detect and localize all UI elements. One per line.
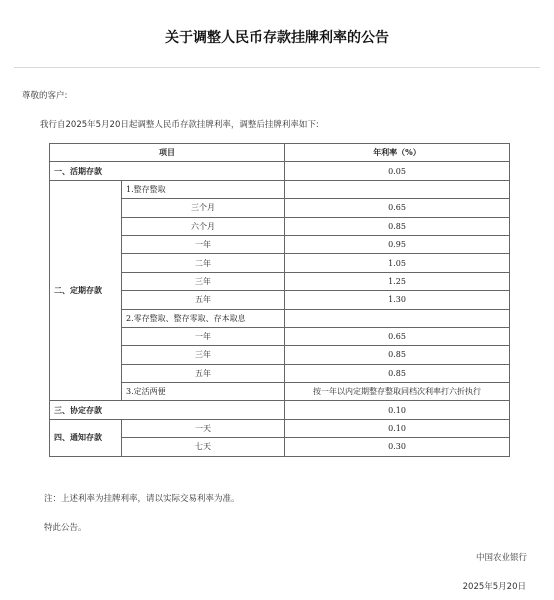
rate-cell-rule: 按一年以内定期整存整取同档次利率打六折执行: [285, 383, 510, 401]
term-cell: 七天: [122, 438, 285, 456]
rate-cell: 0.95: [285, 235, 510, 253]
category-agreement: 三、协定存款: [50, 401, 285, 419]
rate-cell-empty: [285, 309, 510, 327]
rate-cell: 1.30: [285, 291, 510, 309]
category-demand: 一、活期存款: [50, 162, 285, 180]
bank-signature: 中国农业银行: [475, 553, 527, 563]
rate-cell: 0.30: [285, 438, 510, 456]
term-cell: 五年: [122, 364, 285, 382]
term-cell: 一天: [122, 419, 285, 437]
table-row: [50, 419, 510, 437]
category-time: 二、定期存款: [50, 180, 122, 401]
term-cell: 一年: [122, 327, 285, 345]
term-cell: 三年: [122, 272, 285, 290]
greeting: 尊敬的客户:: [22, 91, 68, 101]
rate-cell: 0.85: [285, 346, 510, 364]
closing-text: 特此公告。: [44, 523, 87, 533]
rate-cell: 0.05: [285, 162, 510, 180]
subcategory-installment: 2.零存整取、整存零取、存本取息: [122, 309, 285, 327]
table-header-row: [50, 144, 510, 162]
page-title: 关于调整人民币存款挂牌利率的公告: [165, 30, 389, 46]
rate-cell: 0.10: [285, 419, 510, 437]
term-cell: 三年: [122, 346, 285, 364]
intro-paragraph: 我行自2025年5月20日起调整人民币存款挂牌利率，调整后挂牌利率如下:: [40, 120, 319, 130]
rate-cell: 0.85: [285, 217, 510, 235]
rate-cell: 0.85: [285, 364, 510, 382]
term-cell: 一年: [122, 235, 285, 253]
rate-cell: 0.65: [285, 327, 510, 345]
interest-rate-table: [49, 143, 510, 457]
title-divider: [14, 67, 540, 68]
subcategory-flexible: 3.定活两便: [122, 383, 285, 401]
term-cell: 五年: [122, 291, 285, 309]
footnote: 注：上述利率为挂牌利率，请以实际交易利率为准。: [44, 494, 240, 504]
rate-cell: 0.65: [285, 199, 510, 217]
rate-cell: 1.05: [285, 254, 510, 272]
rate-cell: 1.25: [285, 272, 510, 290]
table-row: [50, 180, 510, 198]
term-cell: 二年: [122, 254, 285, 272]
header-rate: 年利率（%）: [285, 144, 510, 162]
term-cell: 三个月: [122, 199, 285, 217]
category-notice: 四、通知存款: [50, 419, 122, 456]
header-item: 项目: [50, 144, 285, 162]
rate-cell-empty: [285, 180, 510, 198]
announcement-date: 2025年5月20日: [462, 582, 526, 592]
term-cell: 六个月: [122, 217, 285, 235]
subcategory-lump-sum: 1.整存整取: [122, 180, 285, 198]
rate-cell: 0.10: [285, 401, 510, 419]
table-row: [50, 162, 510, 180]
table-row: [50, 401, 510, 419]
